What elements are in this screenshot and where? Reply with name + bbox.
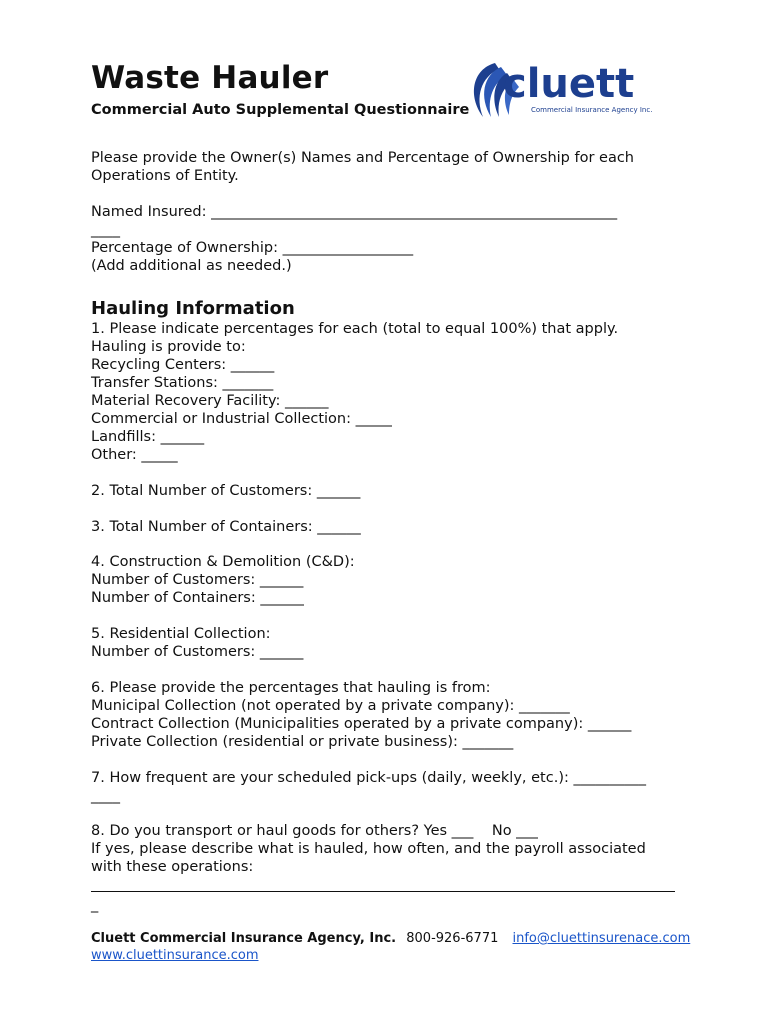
footer-website-link[interactable]: www.cluettinsurance.com <box>91 948 259 963</box>
intro-line-2: Operations of Entity. <box>91 168 239 184</box>
logo-subtext: Commercial Insurance Agency Inc. <box>531 106 653 114</box>
commercial-collection-field[interactable]: Commercial or Industrial Collection: _____ <box>91 411 392 427</box>
question-6: 6. Please provide the percentages that hauling is from: <box>91 680 491 696</box>
question-4: 4. Construction & Demolition (C&D): <box>91 554 355 570</box>
ownership-field[interactable]: Percentage of Ownership: __________________ <box>91 240 414 256</box>
transfer-stations-field[interactable]: Transfer Stations: _______ <box>91 375 274 391</box>
question-1-sub: Hauling is provide to: <box>91 339 246 355</box>
question-8-line-2: If yes, please describe what is hauled, how often, and the payroll associated <box>91 841 646 857</box>
question-3-field[interactable]: 3. Total Number of Containers: ______ <box>91 519 361 535</box>
page-title: Waste Hauler <box>91 60 329 96</box>
question-5: 5. Residential Collection: <box>91 626 271 642</box>
private-collection-field[interactable]: Private Collection (residential or private business): _______ <box>91 734 514 750</box>
cd-customers-field[interactable]: Number of Customers: ______ <box>91 572 304 588</box>
named-insured-field-continued[interactable]: ____ <box>91 222 120 238</box>
material-recovery-field[interactable]: Material Recovery Facility: ______ <box>91 393 329 409</box>
named-insured-field[interactable]: Named Insured: ________________________________________________________ <box>91 204 618 220</box>
residential-customers-field[interactable]: Number of Customers: ______ <box>91 644 304 660</box>
additional-note: (Add additional as needed.) <box>91 258 292 274</box>
operations-description-field[interactable] <box>91 891 675 892</box>
question-8-field[interactable]: 8. Do you transport or haul goods for others? Yes ___ No ___ <box>91 823 538 839</box>
operations-description-tail[interactable]: _ <box>91 897 99 913</box>
intro-line-1: Please provide the Owner(s) Names and Percentage of Ownership for each <box>91 150 634 166</box>
footer-email-link[interactable]: info@cluettinsurenace.com <box>512 931 691 946</box>
question-8-line-3: with these operations: <box>91 859 254 875</box>
contract-collection-field[interactable]: Contract Collection (Municipalities operated by a private company): ______ <box>91 716 632 732</box>
question-7-field[interactable]: 7. How frequent are your scheduled pick-ups (daily, weekly, etc.): __________ <box>91 770 646 786</box>
question-7-field-continued[interactable]: ____ <box>91 788 120 804</box>
footer-phone: 800-926-6771 <box>406 931 499 946</box>
cluett-logo <box>465 55 655 125</box>
other-field[interactable]: Other: _____ <box>91 447 178 463</box>
footer-company: Cluett Commercial Insurance Agency, Inc. <box>91 931 397 946</box>
landfills-field[interactable]: Landfills: ______ <box>91 429 205 445</box>
footer <box>91 930 690 964</box>
section-heading-hauling: Hauling Information <box>91 298 295 319</box>
recycling-centers-field[interactable]: Recycling Centers: ______ <box>91 357 275 373</box>
logo-wordmark: cluett <box>503 61 635 107</box>
cd-containers-field[interactable]: Number of Containers: ______ <box>91 590 304 606</box>
question-1: 1. Please indicate percentages for each (total to equal 100%) that apply. <box>91 321 619 337</box>
question-2-field[interactable]: 2. Total Number of Customers: ______ <box>91 483 361 499</box>
page-subtitle: Commercial Auto Supplemental Questionnaire <box>91 102 470 118</box>
municipal-collection-field[interactable]: Municipal Collection (not operated by a private company): _______ <box>91 698 570 714</box>
